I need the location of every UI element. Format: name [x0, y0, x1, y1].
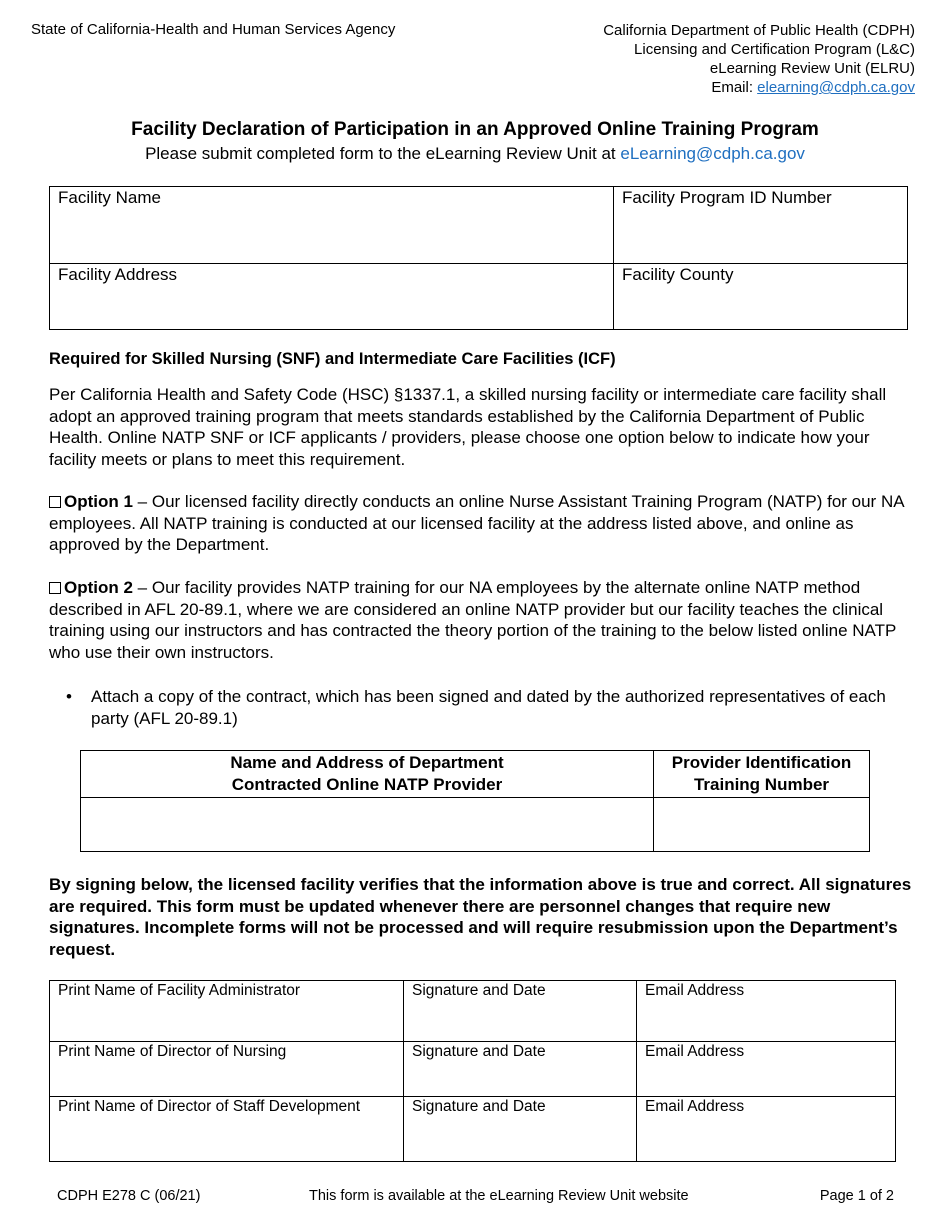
- option-2-text: – Our facility provides NATP training for our NA employees by the alternate online NATP method described in AFL 20-89.1, where we are considered an online NATP provider but our facility teaches the clinical training using our instructors and has contracted the theory portion of the training to the below listed online NATP who use their own instructors.: [49, 578, 897, 662]
- signature-table: [49, 980, 896, 1162]
- department-name: California Department of Public Health (CDPH): [603, 22, 915, 39]
- program-id-field[interactable]: [614, 187, 908, 264]
- requirement-heading: Required for Skilled Nursing (SNF) and Intermediate Care Facilities (ICF): [49, 350, 616, 368]
- option-1: [49, 491, 919, 556]
- staff-dev-director-signature-field[interactable]: Signature and Date: [404, 1097, 637, 1162]
- option-2-label: Option 2: [64, 578, 133, 597]
- facility-address-field[interactable]: [50, 264, 614, 330]
- table-row: [50, 981, 896, 1042]
- administrator-signature-field[interactable]: Signature and Date: [404, 981, 637, 1042]
- option-1-label: Option 1: [64, 492, 133, 511]
- provider-name-header: Name and Address of Department Contracted Online NATP Provider: [81, 751, 654, 798]
- form-id: CDPH E278 C (06/21): [57, 1188, 201, 1204]
- nursing-director-email-field[interactable]: Email Address: [637, 1042, 896, 1097]
- provider-id-header: Provider Identification Training Number: [654, 751, 870, 798]
- staff-dev-director-email-field[interactable]: Email Address: [637, 1097, 896, 1162]
- facility-county-label: Facility County: [622, 265, 734, 284]
- contract-bullet-text: Attach a copy of the contract, which has been signed and dated by the authorized representatives of each party (AFL 20-89.1): [91, 687, 886, 728]
- agency-header: State of California-Health and Human Services Agency: [31, 21, 396, 38]
- subtitle-email-link[interactable]: eLearning@cdph.ca.gov: [620, 144, 805, 163]
- staff-dev-director-name-field[interactable]: Print Name of Director of Staff Development: [50, 1097, 404, 1162]
- bullet-icon: •: [66, 687, 72, 706]
- subtitle-text: Please submit completed form to the eLearning Review Unit at: [145, 144, 621, 163]
- table-row: [50, 1097, 896, 1162]
- option-2-checkbox[interactable]: [49, 582, 61, 594]
- option-1-checkbox[interactable]: [49, 496, 61, 508]
- facility-name-label: Facility Name: [58, 188, 161, 207]
- facility-info-table: [49, 186, 908, 330]
- facility-address-label: Facility Address: [58, 265, 178, 284]
- facility-county-field[interactable]: [614, 264, 908, 330]
- administrator-name-field[interactable]: Print Name of Facility Administrator: [50, 981, 404, 1042]
- form-title: Facility Declaration of Participation in an Approved Online Training Program: [131, 119, 819, 140]
- nursing-director-signature-field[interactable]: Signature and Date: [404, 1042, 637, 1097]
- requirement-text: Per California Health and Safety Code (HSC) §1337.1, a skilled nursing facility or intermediate care facility shall adopt an approved training program that meets standards established by the California Department of Public Health. Online NATP SNF or ICF applicants / providers, please choose one option below to indicate how your facility meets or plans to meet this requirement.: [49, 385, 887, 469]
- email-label: Email:: [711, 79, 758, 96]
- program-name: Licensing and Certification Program (L&C): [634, 41, 915, 58]
- provider-table: [80, 750, 870, 852]
- availability-note: This form is available at the eLearning Review Unit website: [309, 1188, 689, 1204]
- provider-id-field[interactable]: [654, 798, 870, 852]
- header-email-line: [603, 78, 915, 97]
- page-number: Page 1 of 2: [819, 1188, 894, 1204]
- department-header: [603, 21, 915, 97]
- provider-name-field[interactable]: [81, 798, 654, 852]
- administrator-email-field[interactable]: Email Address: [637, 981, 896, 1042]
- facility-name-field[interactable]: [50, 187, 614, 264]
- nursing-director-name-field[interactable]: Print Name of Director of Nursing: [50, 1042, 404, 1097]
- header-email-link[interactable]: elearning@cdph.ca.gov: [757, 79, 915, 96]
- program-id-label: Facility Program ID Number: [622, 188, 832, 207]
- option-1-text: – Our licensed facility directly conducts an online Nurse Assistant Training Program (NATP) for our NA employees. All NATP training is conducted at our licensed facility at the address listed above, and online as approved by the Department.: [49, 492, 904, 554]
- option-2: [49, 577, 919, 663]
- table-row: [50, 1042, 896, 1097]
- unit-name: eLearning Review Unit (ELRU): [709, 60, 915, 77]
- form-subtitle: [0, 144, 950, 164]
- verification-statement: By signing below, the licensed facility verifies that the information above is true and correct. All signatures are required. This form must be updated whenever there are personnel changes that require new signatures. Incomplete forms will not be processed and will require resubmission upon the Department’s request.: [49, 875, 912, 959]
